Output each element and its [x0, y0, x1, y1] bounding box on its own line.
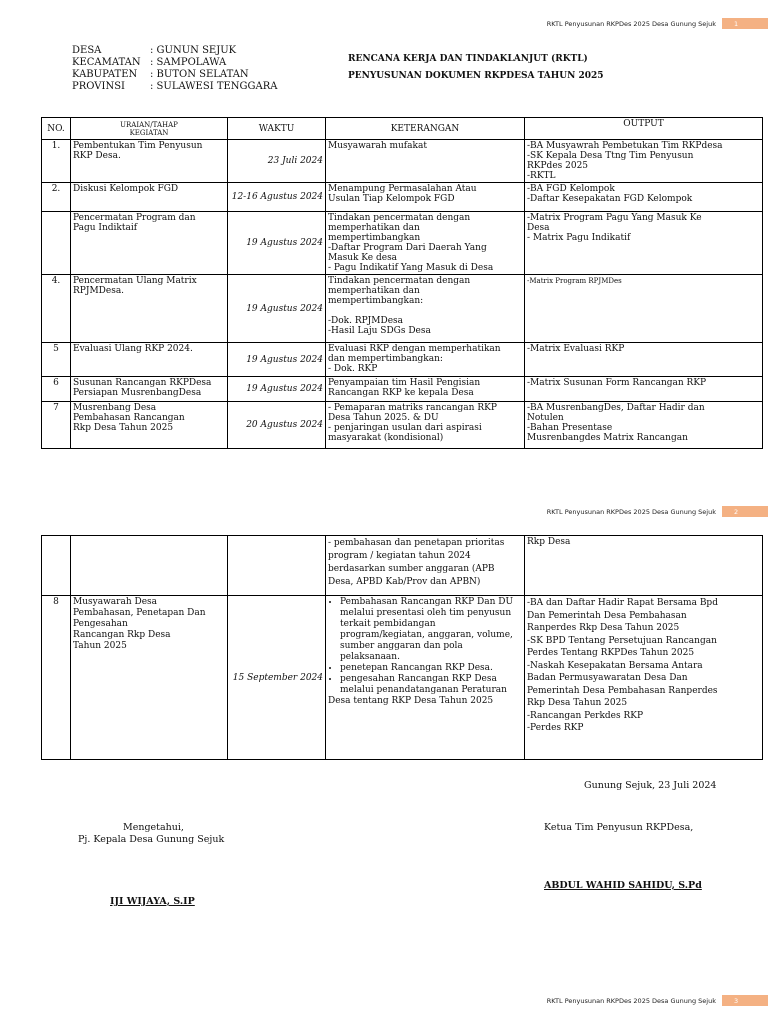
cell-line: Rancangan RKP ke kepala Desa [328, 388, 474, 398]
cell-line: Evaluasi RKP dengan memperhatikan [328, 344, 501, 354]
cell-line: dan mempertimbangkan: [328, 354, 443, 364]
keterangan-tail: Desa tentang RKP Desa Tahun 2025 [328, 696, 494, 706]
table-header-row [42, 118, 763, 140]
page-number: 3 [722, 995, 768, 1006]
identity-value: : SULAWESI TENGGARA [150, 81, 278, 92]
document-title [348, 51, 604, 85]
rktl-table [41, 117, 763, 449]
cell-line: RPJMDesa. [73, 286, 125, 296]
header-text: RKTL Penyusunan RKPDes 2025 Desa Gunung Sejuk [546, 996, 716, 1005]
cell-line: - Matrix Pagu Indikatif [527, 233, 631, 243]
cell-output [525, 212, 763, 275]
identity-key: KECAMATAN [72, 57, 141, 68]
cell-uraian [71, 275, 228, 343]
cell-keterangan [326, 183, 525, 212]
cell-keterangan [326, 275, 525, 343]
cell-line: -Bahan Presentase [527, 423, 613, 433]
cell-line: Persiapan MusrenbangDesa [73, 388, 202, 398]
table-body [42, 140, 763, 449]
cell-line: -Daftar Program Dari Daerah Yang [328, 243, 487, 253]
cell-line: -BA FGD Kelompok [527, 184, 615, 194]
cell-waktu: 19 Agustus 2024 [228, 377, 326, 402]
cell-uraian [71, 140, 228, 183]
cell-line: Musyawarah mufakat [328, 141, 427, 151]
page-header-2 [547, 506, 768, 517]
cell-line: -SK Kepala Desa Ttng Tim Penyusun [527, 151, 694, 161]
header-text: RKTL Penyusunan RKPDes 2025 Desa Gunung Sejuk [546, 19, 716, 28]
cell-no: 2. [42, 183, 71, 212]
cell-line: -BA MusrenbangDes, Daftar Hadir dan [527, 403, 705, 413]
cell-line: mempertimbangkan: [328, 296, 424, 306]
page-number: 1 [722, 18, 768, 29]
title-line-2: PENYUSUNAN DOKUMEN RKPDESA TAHUN 2025 [348, 71, 604, 81]
identity-row [72, 57, 278, 69]
left-signer-label: Mengetahui, [123, 822, 184, 833]
cell-uraian [71, 183, 228, 212]
cell-keterangan [326, 402, 525, 449]
cell-output [525, 275, 763, 343]
identity-value: : BUTON SELATAN [150, 69, 249, 80]
cell-line: Diskusi Kelompok FGD [73, 184, 179, 194]
cell-line: -Matrix Susunan Form Rancangan RKP [527, 378, 707, 388]
list-item: • pengesahan Rancangan RKP Desa melalui penandatanganan Peraturan [340, 674, 522, 696]
cell-uraian [71, 402, 228, 449]
cell-line [328, 306, 522, 316]
cell-waktu: 12-16 Agustus 2024 [228, 183, 326, 212]
page-header-1 [547, 18, 768, 29]
col-keterangan-header: KETERANGAN [326, 118, 525, 140]
cell-line: -BA Musyawrah Pembetukan Tim RKPdesa [527, 141, 723, 151]
cell-output [525, 377, 763, 402]
cell-line: Musrenbangdes Matrix Rancangan [527, 433, 688, 443]
table-row [42, 275, 763, 343]
page-number: 2 [722, 506, 768, 517]
cell-line: Desa Tahun 2025. & DU [328, 413, 439, 423]
cell-line: Pembahasan Rancangan [73, 413, 185, 423]
table-row [42, 212, 763, 275]
cell-no: 6 [42, 377, 71, 402]
cell-output [525, 402, 763, 449]
cell-waktu: 15 September 2024 [228, 596, 326, 760]
cell-line: - penjaringan usulan dari aspirasi [328, 423, 482, 433]
cell-line: Musrenbang Desa [73, 403, 157, 413]
title-line-1: RENCANA KERJA DAN TINDAKLANJUT (RKTL) [348, 54, 588, 64]
cell-line: Pembentukan Tim Penyusun [73, 141, 203, 151]
table-row [42, 402, 763, 449]
right-signer-title: Ketua Tim Penyusun RKPDesa, [544, 822, 694, 833]
cell-line: Penyampaian tim Hasil Pengisian [328, 378, 481, 388]
identity-key: KABUPATEN [72, 69, 138, 80]
cell-line: Pagu Indiktaif [73, 223, 138, 233]
identity-row [72, 45, 278, 57]
cell-uraian: Musyawarah Desa Pembahasan, Penetapan Dan Pengesahan Rancangan Rkp Desa Tahun 2025 [71, 596, 228, 760]
cell-line: Notulen [527, 413, 564, 423]
cell-keterangan [326, 596, 525, 760]
col-uraian-header: URAIAN/TAHAP KEGIATAN [71, 118, 228, 140]
cell-line: mempertimbangkan [328, 233, 421, 243]
cell-output [525, 343, 763, 377]
identity-block [72, 45, 278, 93]
cell-waktu: 19 Agustus 2024 [228, 343, 326, 377]
table-row [42, 536, 763, 596]
cell-output [525, 140, 763, 183]
cell-line: -Hasil Laju SDGs Desa [328, 326, 431, 336]
col-no-header: NO. [42, 118, 71, 140]
identity-key: DESA [72, 45, 102, 56]
cell-uraian [71, 377, 228, 402]
identity-key: PROVINSI [72, 81, 126, 92]
left-signer-title: Pj. Kepala Desa Gunung Sejuk [78, 834, 225, 845]
list-item: • Pembahasan Rancangan RKP Dan DU melalui presentasi oleh tim penyusun terkait pembidangan program/kegiatan, anggaran, volume, sumber anggaran dan pola pelaksanaan. [340, 597, 522, 663]
cell-uraian [71, 212, 228, 275]
cell-line: memperhatikan dan [328, 223, 420, 233]
cell-output: Rkp Desa [525, 536, 763, 596]
cell-line: -RKTL [527, 171, 556, 181]
header-text: RKTL Penyusunan RKPDes 2025 Desa Gunung Sejuk [546, 507, 716, 516]
cell-keterangan [326, 343, 525, 377]
identity-row [72, 69, 278, 81]
cell-line: Pencermatan Ulang Matrix [73, 276, 197, 286]
cell-line: -Matrix Program Pagu Yang Masuk Ke [527, 213, 702, 223]
cell-line: masyarakat (kondisional) [328, 433, 444, 443]
cell-line: Masuk Ke desa [328, 253, 398, 263]
table-row [42, 140, 763, 183]
cell-waktu: 20 Agustus 2024 [228, 402, 326, 449]
identity-row [72, 81, 278, 93]
list-item: • penetepan Rancangan RKP Desa. [340, 663, 522, 674]
cell-keterangan [326, 212, 525, 275]
cell-keterangan [326, 377, 525, 402]
cell-line: RKPdes 2025 [527, 161, 589, 171]
cell-line: Pencermatan Program dan [73, 213, 196, 223]
cell-line: - Pagu Indikatif Yang Masuk di Desa [328, 263, 494, 273]
cell-line: Menampung Permasalahan Atau [328, 184, 477, 194]
cell-uraian [71, 343, 228, 377]
cell-output [525, 183, 763, 212]
cell-line: Desa [527, 223, 550, 233]
cell-line: -Dok. RPJMDesa [328, 316, 404, 326]
identity-value: : GUNUN SEJUK [150, 45, 237, 56]
cell-waktu: 23 Juli 2024 [228, 140, 326, 183]
cell-output: -BA dan Daftar Hadir Rapat Bersama Bpd Dan Pemerintah Desa Pembahasan Ranperdes Rkp Desa Tahun 2025 -SK BPD Tentang Persetujuan Rancangan Perdes Tentang RKPDes Tahun 2025 -Naskah Kesepakatan Bersama Antara Badan Permusyawaratan Desa Dan Pemerintah Desa Pembahasan Ranperdes Rkp Desa Tahun 2025 -Rancangan Perkdes RKP -Perdes RKP [525, 596, 763, 760]
cell-line: Tindakan pencermatan dengan [328, 276, 471, 286]
cell-line: -Matrix Evaluasi RKP [527, 344, 625, 354]
identity-value: : SAMPOLAWA [150, 57, 227, 68]
right-signer-name: ABDUL WAHID SAHIDU, S.Pd [544, 880, 702, 891]
table-row [42, 183, 763, 212]
cell-no: 8 [42, 596, 71, 760]
cell-no: 1. [42, 140, 71, 183]
cell-waktu [228, 536, 326, 596]
place-date: Gunung Sejuk, 23 Juli 2024 [584, 780, 717, 791]
cell-no: 4. [42, 275, 71, 343]
table-row [42, 596, 763, 760]
cell-line: memperhatikan dan [328, 286, 420, 296]
cell-no: 7 [42, 402, 71, 449]
table-row [42, 343, 763, 377]
cell-uraian [71, 536, 228, 596]
cell-line: - Pemaparan matriks rancangan RKP [328, 403, 497, 413]
cell-no: 5 [42, 343, 71, 377]
cell-no [42, 536, 71, 596]
cell-line: -Matrix Program RPJMDes [527, 277, 622, 285]
col-output-header: OUTPUT [525, 118, 763, 140]
cell-keterangan [326, 140, 525, 183]
keterangan-list [328, 597, 522, 696]
cell-line: Rkp Desa Tahun 2025 [73, 423, 174, 433]
cell-line: -Daftar Kesepakatan FGD Kelompok [527, 194, 693, 204]
col-waktu-header: WAKTU [228, 118, 326, 140]
cell-line: Evaluasi Ulang RKP 2024. [73, 344, 193, 354]
cell-line: Tindakan pencermatan dengan [328, 213, 471, 223]
cell-line: - Dok. RKP [328, 364, 378, 374]
cell-keterangan: - pembahasan dan penetapan prioritas program / kegiatan tahun 2024 berdasarkan sumber anggaran (APB Desa, APBD Kab/Prov dan APBN) [326, 536, 525, 596]
cell-line: Susunan Rancangan RKPDesa [73, 378, 212, 388]
cell-line: Usulan Tiap Kelompok FGD [328, 194, 455, 204]
left-signer-name: IJI WIJAYA, S.IP [110, 896, 195, 907]
cell-waktu: 19 Agustus 2024 [228, 212, 326, 275]
page-header-3 [547, 995, 768, 1006]
cell-waktu: 19 Agustus 2024 [228, 275, 326, 343]
rktl-table-continued [41, 535, 763, 760]
table-row [42, 377, 763, 402]
cell-no [42, 212, 71, 275]
cell-line: RKP Desa. [73, 151, 121, 161]
